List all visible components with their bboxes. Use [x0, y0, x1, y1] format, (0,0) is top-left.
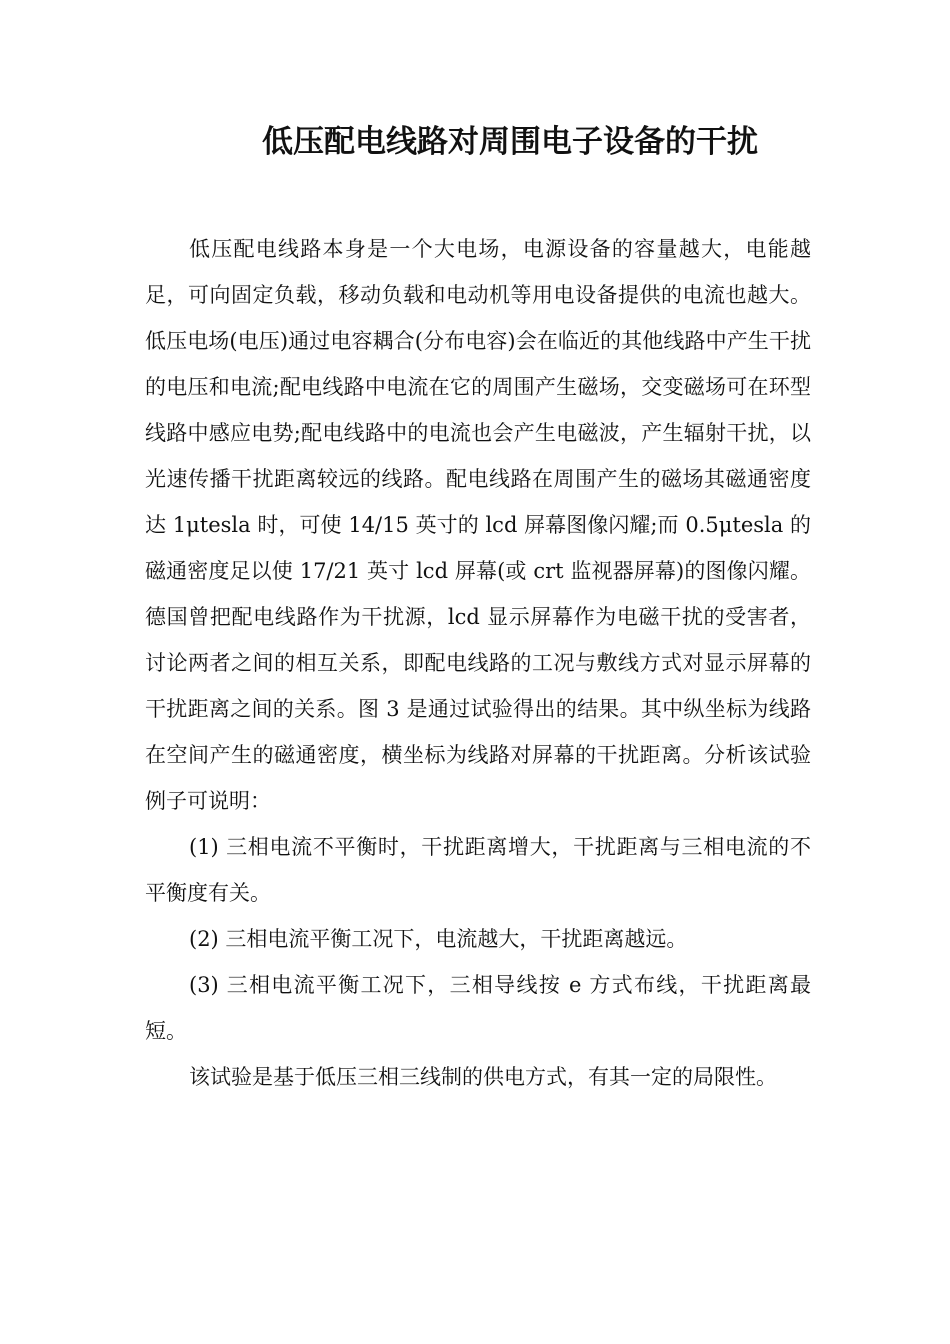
paragraph-point-3: (3) 三相电流平衡工况下，三相导线按 e 方式布线，干扰距离最短。 — [145, 973, 811, 1043]
document-body — [145, 226, 811, 1100]
document-title: 低压配电线路对周围电子设备的干扰 — [262, 124, 758, 160]
paragraph-conclusion: 该试验是基于低压三相三线制的供电方式，有其一定的局限性。 — [189, 1065, 777, 1089]
paragraph-intro: 低压配电线路本身是一个大电场，电源设备的容量越大，电能越足，可向固定负载，移动负载和电动机等用电设备提供的电流也越大。低压电场(电压)通过电容耦合(分布电容)会在临近的其他线路中产生干扰的电压和电流;配电线路中电流在它的周围产生磁场，交变磁场可在环型线路中感应电势;配电线路中的电流也会产生电磁波，产生辐射干扰，以光速传播干扰距离较远的线路。配电线路在周围产生的磁场其磁通密度达 1μtesla 时，可使 14/15 英寸的 lcd 屏幕图像闪耀;而 0.5μtesla 的磁通密度足以使 17/21 英寸 lcd 屏幕(或 crt 监视器屏幕)的图像闪耀。德国曾把配电线路作为干扰源，lcd 显示屏幕作为电磁干扰的受害者，讨论两者之间的相互关系，即配电线路的工况与敷线方式对显示屏幕的干扰距离之间的关系。图 3 是通过试验得出的结果。其中纵坐标为线路在空间产生的磁通密度，横坐标为线路对屏幕的干扰距离。分析该试验例子可说明： — [145, 237, 811, 813]
paragraph-point-2: (2) 三相电流平衡工况下，电流越大，干扰距离越远。 — [189, 927, 688, 951]
paragraph-point-1: (1) 三相电流不平衡时，干扰距离增大，干扰距离与三相电流的不平衡度有关。 — [145, 835, 811, 905]
